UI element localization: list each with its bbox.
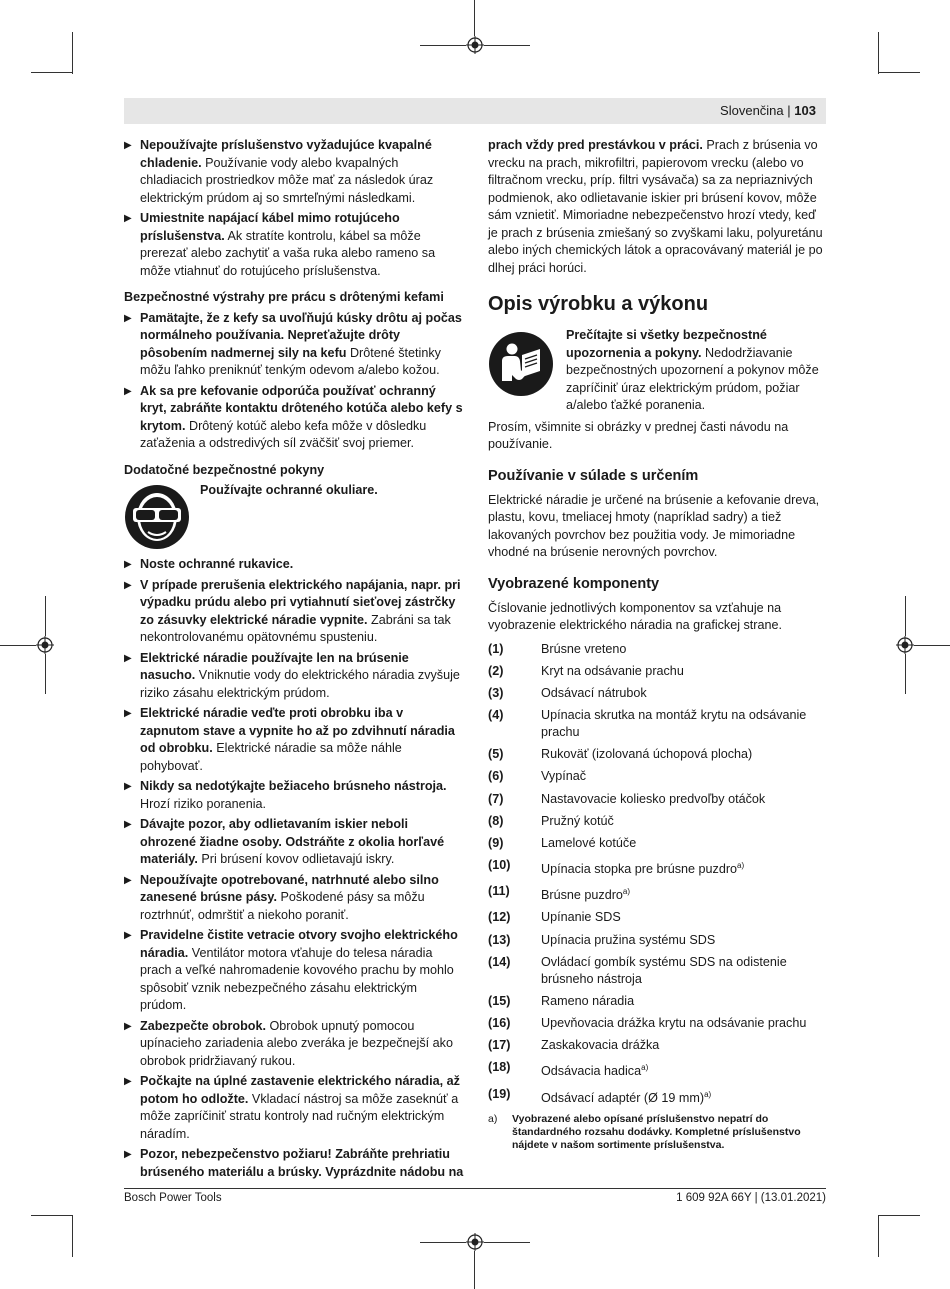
bullet-text: Ak stratíte kontrolu, kábel sa môže prerezať alebo zachytiť a vaša ruka alebo rameno sa môže vtiahnuť do rotujúceho príslušenstva. [140, 228, 436, 278]
goggles-text: Používajte ochranné okuliare. [200, 483, 378, 497]
continued-bold: prach vždy pred prestávkou v práci. [488, 138, 703, 152]
crop-mark [45, 654, 46, 694]
left-column [124, 137, 464, 1184]
safety-bullet [124, 872, 464, 925]
crop-mark [484, 45, 530, 46]
component-number: (3) [488, 685, 504, 700]
crop-mark [878, 1215, 879, 1257]
component-label: Rukoväť (izolovaná úchopová plocha) [541, 747, 753, 762]
footnote-text: Vyobrazené alebo opísané príslušenstvo nepatrí do štandardného rozsahu dodávky. Kompletné príslušenstvo nájdete v našom sortimente príslušenstva. [512, 1113, 801, 1152]
section-title: Opis výrobku a výkonu [488, 293, 709, 315]
component-number: (10) [488, 857, 511, 872]
safety-bullet [124, 1018, 464, 1071]
component-item [488, 746, 826, 764]
component-label: Brúsne puzdro [541, 888, 623, 903]
component-item [488, 909, 826, 927]
bullet-text: Používanie vody alebo kvapalných chladiacich prostriedkov môže mať za následok úraz elektrickým prúdom aj so smrteľnými následkami. [140, 155, 434, 205]
component-item [488, 1037, 826, 1055]
safety-bullet [124, 577, 464, 647]
component-label: Upevňovacia drážka krytu na odsávanie prachu [541, 1016, 807, 1031]
bullet-arrow-icon: ▶ [124, 385, 132, 397]
bullet-arrow-icon: ▶ [124, 1076, 132, 1087]
component-item [488, 954, 826, 989]
safety-bullet [124, 927, 464, 1015]
component-label: Zaskakovacia drážka [541, 1038, 660, 1053]
bullet-bold: Pozor, nebezpečenstvo požiaru! Zabráňte prehriatiu brúseného materiálu a brúsky. Vyprázdnite nádobu na [140, 1147, 464, 1179]
component-label: Nastavovacie koliesko predvoľby otáčok [541, 791, 766, 806]
component-number: (11) [488, 884, 510, 899]
footnote-mark: a) [488, 1113, 498, 1126]
header-text [720, 103, 816, 118]
component-item [488, 932, 826, 950]
read-instructions-warning [488, 327, 826, 415]
safety-goggles-icon [124, 484, 190, 550]
bullet-bold: Noste ochranné rukavice. [140, 557, 294, 571]
page-number: 103 [794, 103, 816, 118]
continued-text: Prach z brúsenia vo vrecku na prach, mikrofiltri, papierovom vrecku (alebo vo filtračnom vrecku, príp. filtri vysávača) sa za nepriaznivých podmienok, ako odlietavanie iskier pri brúsení kovov, môže sám vznietiť. Mimoriadne nebezpečenstvo hrozí vtedy, keď je prach z brúsenia zmiešaný so zvyškami laku, polyuretánu alebo iných chemických látok a opracovávaný materiál je po dlhej práci horúci. [488, 138, 823, 275]
bullet-bold: Elektrické náradie veďte proti obrobku iba v zapnutom stave a vypnite ho až po zdvihnutí náradia od obrobku. [140, 706, 455, 755]
component-label: Kryt na odsávanie prachu [541, 663, 684, 678]
bullet-text: Drôtené štetinky môžu ľahko preniknúť tenkým odevom a/alebo kožou. [140, 345, 441, 377]
crop-mark [420, 45, 466, 46]
bullet-bold: Nepoužívajte príslušenstvo vyžadujúce kvapalné chladenie. [140, 138, 432, 170]
components-intro: Číslovanie jednotlivých komponentov sa vzťahuje na vyobrazenie elektrického náradia na grafickej strane. [488, 600, 783, 632]
safety-bullet [124, 383, 464, 453]
component-item [488, 857, 826, 879]
bullet-arrow-icon: ▶ [124, 559, 132, 570]
safety-bullet [124, 816, 464, 869]
component-item [488, 835, 826, 853]
bullet-bold: Pravidelne čistite vetracie otvory svojho elektrického náradia. [140, 928, 458, 960]
header-language: Slovenčina [720, 103, 784, 118]
crop-mark [905, 654, 906, 694]
crop-mark [484, 1242, 530, 1243]
bullet-text: Vniknutie vody do elektrického náradia zvyšuje riziko zásahu elektrickým prúdom. [140, 668, 460, 700]
bullet-arrow-icon: ▶ [124, 930, 132, 941]
component-label: Upínacia skrutka na montáž krytu na odsávanie prachu [541, 707, 807, 740]
footnote-ref: a) [641, 1063, 649, 1073]
additional-safety-heading: Dodatočné bezpečnostné pokyny [124, 462, 325, 477]
component-item [488, 883, 826, 905]
safety-bullet [124, 705, 464, 775]
bullet-text: Ventilátor motora vťahuje do telesa náradia prach a veľké nahromadenie kovového prachu by mohlo spôsobiť vznik nebezpečného zásahu elektrickým prúdom. [140, 945, 454, 1012]
bullet-text: Hrozí riziko poranenia. [140, 796, 266, 811]
crop-mark [905, 596, 906, 636]
safety-bullet [124, 1073, 464, 1143]
footnote-ref: a) [704, 1089, 712, 1099]
component-number: (5) [488, 747, 504, 762]
crop-mark [878, 32, 879, 74]
component-item [488, 1015, 826, 1033]
component-item [488, 663, 826, 681]
bullet-bold: Dávajte pozor, aby odlietavaním iskier neboli ohrozené žiadne osoby. Odstráňte z okolia horľavé materiály. [140, 817, 445, 866]
registration-mark-icon [36, 636, 54, 654]
bullet-bold: Ak sa pre kefovanie odporúča používať ochranný kryt, zabráňte kontaktu drôteného kotúča alebo kefy s krytom. [140, 383, 463, 433]
component-label: Upínacia stopka pre brúsne puzdro [541, 862, 738, 877]
bullet-arrow-icon: ▶ [124, 708, 132, 719]
component-label: Pružný kotúč [541, 813, 614, 828]
warning-bold: Prečítajte si všetky bezpečnostné upozornenia a pokyny. [566, 328, 767, 360]
read-manual-icon [488, 331, 554, 397]
component-item [488, 707, 826, 742]
goggles-instruction [124, 482, 464, 552]
component-number: (15) [488, 994, 511, 1009]
safety-bullet [124, 310, 464, 380]
bullet-arrow-icon: ▶ [124, 819, 132, 830]
bullet-arrow-icon: ▶ [124, 312, 132, 324]
crop-mark [0, 645, 36, 646]
component-number: (19) [488, 1086, 511, 1101]
bullet-bold: Umiestnite napájací kábel mimo rotujúceho príslušenstva. [140, 211, 400, 243]
component-label: Lamelové kotúče [541, 835, 637, 850]
safety-bullet [124, 210, 464, 280]
component-item [488, 1059, 826, 1081]
component-number: (12) [488, 910, 511, 925]
component-number: (1) [488, 641, 504, 656]
component-item [488, 641, 826, 659]
component-label: Odsávací nátrubok [541, 685, 647, 700]
component-label: Vypínač [541, 769, 587, 784]
bullet-text: Vkladací nástroj sa môže zaseknúť a môže zapríčiniť stratu kontroly nad ručným elektrickým náradím. [140, 1091, 459, 1141]
component-number: (6) [488, 769, 504, 784]
crop-mark [72, 32, 73, 74]
bullet-bold: Nepoužívajte opotrebované, natrhnuté alebo silno zanesené brúsne pásy. [140, 872, 439, 904]
components-list [488, 641, 826, 1108]
component-number: (16) [488, 1016, 511, 1031]
component-number: (2) [488, 663, 504, 678]
bullet-text: Drôtený kotúč alebo kefa môže v dôsledku zaťaženia a odstredivých síl zväčšiť svoj priemer. [140, 418, 427, 450]
bullet-bold: V prípade prerušenia elektrického napájania, napr. pri výpadku prúdu alebo pri vytiahnutí sieťovej zástrčky zo zásuvky elektrické náradie vypnite. [140, 577, 461, 627]
component-number: (17) [488, 1038, 511, 1053]
component-number: (18) [488, 1060, 511, 1075]
images-note: Prosím, všimnite si obrázky v prednej časti návodu na používanie. [488, 419, 789, 451]
crop-mark [878, 72, 920, 73]
component-number: (13) [488, 932, 511, 947]
right-column [488, 137, 826, 1152]
safety-bullet [124, 556, 464, 574]
component-item [488, 685, 826, 703]
crop-mark [45, 596, 46, 636]
intended-use-text: Elektrické náradie je určené na brúsenie a kefovanie dreva, plastu, kovu, tmeliacej hmoty (napríklad sadry) a tiež lakovaných povrchov bez použitia vody. Je mimoriadne vhodné na brúsenie nerovných povrchov. [488, 492, 820, 559]
component-number: (7) [488, 791, 504, 806]
footer-doc-number: 1 609 92A 66Y | (13.01.2021) [676, 1192, 826, 1204]
bullet-text: Poškodené pásy sa môžu roztrhnúť, odmrštiť a niekoho poraniť. [140, 890, 425, 922]
component-number: (9) [488, 835, 504, 850]
registration-mark-icon [466, 1233, 484, 1251]
component-label: Brúsne vreteno [541, 641, 627, 656]
safety-bullet [124, 1146, 464, 1181]
component-number: (8) [488, 813, 504, 828]
bullet-arrow-icon: ▶ [124, 1020, 132, 1032]
component-label: Ovládací gombík systému SDS na odistenie brúsneho nástroja [541, 954, 787, 987]
crop-mark [72, 1215, 73, 1257]
component-item [488, 768, 826, 786]
component-number: (4) [488, 707, 504, 722]
continued-paragraph [488, 137, 826, 277]
safety-bullet [124, 650, 464, 703]
component-label: Odsávací adaptér (Ø 19 mm) [541, 1090, 705, 1105]
safety-bullet [124, 137, 464, 207]
footer-divider [124, 1188, 826, 1189]
bullet-arrow-icon: ▶ [124, 1149, 132, 1160]
bullet-arrow-icon: ▶ [124, 652, 132, 664]
footnote-ref: a) [622, 887, 631, 897]
component-label: Odsávacia hadica [541, 1064, 642, 1079]
bullet-arrow-icon: ▶ [124, 213, 132, 224]
component-number: (14) [488, 954, 511, 969]
warning-text: Nedodržiavanie bezpečnostných upozornení a pokynov môže zapríčiniť úraz elektrickým prúdom, požiar a/alebo ťažké poranenia. [566, 345, 819, 412]
footnote-ref: a) [737, 860, 745, 870]
safety-bullet [124, 778, 464, 813]
bullet-arrow-icon: ▶ [124, 781, 132, 792]
component-label: Rameno náradia [541, 994, 635, 1009]
component-item [488, 813, 826, 831]
intended-use-heading: Používanie v súlade s určením [488, 467, 699, 484]
bullet-text: Elektrické náradie sa môže náhle pohybovať. [140, 741, 402, 773]
bullet-arrow-icon: ▶ [124, 579, 132, 591]
crop-mark [474, 1251, 475, 1289]
crop-mark [31, 1215, 73, 1216]
footnote [488, 1113, 826, 1152]
bullet-text: Obrobok upnutý pomocou upínacieho zariadenia alebo zveráka je bezpečnejší ako obrobok pridržiavaný rukou. [140, 1018, 453, 1068]
header-separator: | [787, 103, 791, 118]
bullet-bold: Elektrické náradie používajte len na brúsenie nasucho. [140, 650, 409, 682]
bullet-bold: Nikdy sa nedotýkajte bežiaceho brúsneho nástroja. [140, 779, 447, 793]
bullet-bold: Pamätajte, že z kefy sa uvoľňujú kúsky drôtu aj počas normálneho používania. Nepreťažujte drôty pôsobením nadmernej sily na kefu [140, 310, 462, 360]
bullet-bold: Zabezpečte obrobok. [140, 1018, 266, 1033]
crop-mark [31, 72, 73, 73]
crop-mark [914, 645, 950, 646]
bullet-arrow-icon: ▶ [124, 874, 132, 886]
crop-mark [420, 1242, 466, 1243]
component-item [488, 993, 826, 1011]
bullet-bold: Počkajte na úplné zastavenie elektrického náradia, až potom ho odložte. [140, 1074, 460, 1106]
registration-mark-icon [466, 36, 484, 54]
bullet-text: Zabráni sa tak nekontrolovanému opätovnému spusteniu. [140, 612, 451, 644]
component-label: Upínanie SDS [541, 910, 621, 925]
page-header [124, 98, 826, 124]
wire-brush-heading: Bezpečnostné výstrahy pre prácu s drôtenými kefami [124, 290, 444, 304]
component-item [488, 791, 826, 809]
bullet-arrow-icon: ▶ [124, 140, 132, 151]
component-label: Upínacia pružina systému SDS [541, 932, 716, 947]
components-heading: Vyobrazené komponenty [488, 575, 660, 592]
bullet-text: Pri brúsení kovov odlietavajú iskry. [197, 852, 395, 866]
crop-mark [878, 1215, 920, 1216]
crop-mark [474, 0, 475, 36]
footer-brand: Bosch Power Tools [124, 1192, 222, 1204]
registration-mark-icon [896, 636, 914, 654]
component-item [488, 1086, 826, 1108]
